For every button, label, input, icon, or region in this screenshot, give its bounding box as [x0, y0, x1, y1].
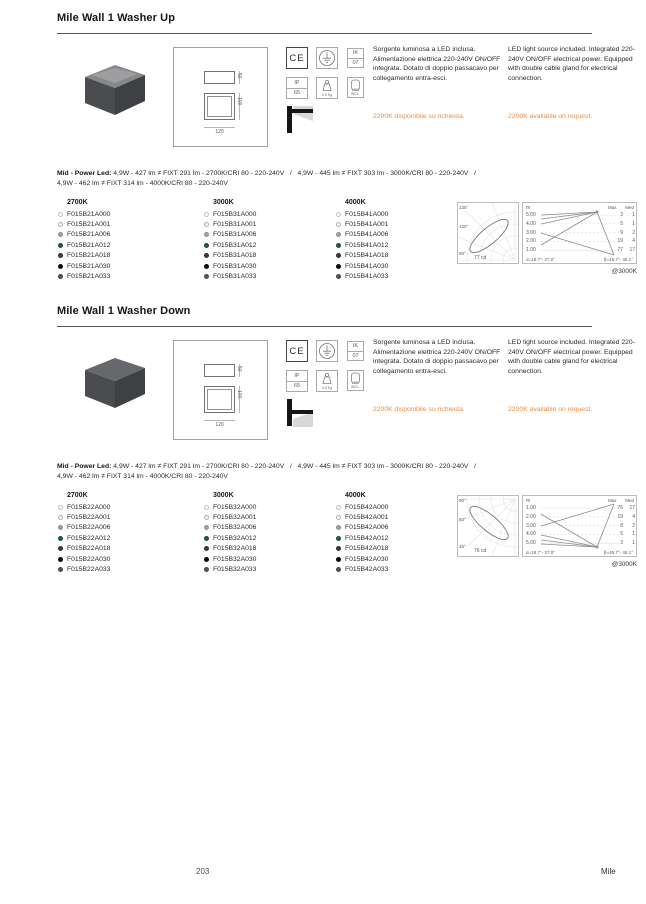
max-med-header [608, 205, 634, 210]
product-code-row [203, 523, 335, 533]
finish-dot [204, 212, 209, 217]
product-code-row [57, 544, 203, 554]
ik-value: 07 [352, 352, 359, 359]
beta-angle: β=45.7°- 45.1° [603, 550, 633, 555]
section-washer-up [0, 0, 646, 293]
product-code: F015B22A012 [67, 534, 111, 542]
product-code-row [203, 554, 335, 564]
weight-icon [316, 370, 338, 392]
polar-angle-label: 45° [459, 544, 466, 549]
drawing-side-profile [204, 364, 235, 377]
product-code: F015B32A001 [213, 514, 257, 522]
max-label: Max [608, 498, 617, 503]
product-code: F015B31A030 [213, 262, 257, 270]
photometry-row [523, 523, 636, 532]
dim-height-body: 100 [236, 97, 242, 106]
distance-m: 3.00 [526, 229, 536, 236]
product-code: F015B22A018 [67, 545, 111, 553]
lux-max: 76 [617, 505, 623, 511]
product-code-row [203, 209, 335, 219]
dim-width: 120 [215, 129, 224, 135]
distance-m: 5.00 [526, 540, 536, 547]
spec-line1: 4,9W - 427 lm ≠ FIXT 291 lm - 2700K/CRI 80 - 220-240V / 4,9W - 445 lm ≠ FIXT 303 lm - 3000K/CRI 80 - 220-240V / [113, 463, 476, 470]
product-code: F015B22A006 [67, 524, 111, 532]
led-spec [57, 462, 602, 482]
ce-mark-icon [286, 47, 308, 69]
spec-line1: 4,9W - 427 lm ≠ FIXT 291 lm - 2700K/CRI 80 - 220-240V / 4,9W - 445 lm ≠ FIXT 303 lm - 3000K/CRI 80 - 220-240V / [113, 170, 476, 177]
finish-dot [58, 212, 63, 217]
color-temp-header: 3000K [213, 492, 234, 499]
lux-med: 1 [632, 531, 635, 538]
finish-dot [336, 567, 341, 572]
product-code: F015B22A030 [67, 555, 111, 563]
meters-axis-label: m [526, 205, 531, 211]
weight-value: 0.5 Kg [321, 386, 333, 390]
drawing-front-view [204, 386, 235, 413]
finish-dot [204, 546, 209, 551]
product-code: F015B21A030 [67, 262, 111, 270]
led-included-icon [347, 370, 364, 391]
distance-m: 3.00 [526, 522, 536, 529]
weight-icon [316, 77, 338, 99]
max-label: Max [608, 205, 617, 210]
product-code-row [57, 554, 203, 564]
product-code: F015B42A001 [345, 514, 389, 522]
photometric-diagram [457, 490, 637, 572]
lux-max: 5 [620, 220, 623, 227]
product-code-row [203, 251, 335, 261]
finish-dot [58, 222, 63, 227]
product-code-row [57, 502, 203, 512]
lux-max: 77 [617, 247, 623, 254]
dimension-drawing [173, 47, 268, 147]
lux-med: 1 [632, 540, 635, 547]
lux-med: 4 [632, 238, 635, 245]
photometry-row [523, 531, 636, 540]
earth-class-icon [316, 340, 338, 362]
led-included-label: LED INCL. [350, 381, 361, 389]
lux-med: 2 [632, 522, 635, 529]
product-code: F015B31A012 [213, 241, 257, 249]
photometry-row [523, 505, 636, 514]
product-code-row [57, 564, 203, 574]
product-code-row [203, 512, 335, 522]
finish-dot [336, 557, 341, 562]
finish-dot [336, 222, 341, 227]
color-temp-header: 2700K [67, 492, 88, 499]
color-temp-header: 3000K [213, 199, 234, 206]
product-code: F015B42A018 [345, 545, 389, 553]
max-med-header [608, 498, 634, 503]
product-code: F015B32A000 [213, 503, 257, 511]
product-photo-down [80, 353, 150, 411]
distance-m: 2.00 [526, 513, 536, 520]
product-code: F015B41A012 [345, 241, 389, 249]
finish-column [203, 199, 335, 282]
finish-dot [204, 253, 209, 258]
page-number: 203 [196, 867, 210, 876]
polar-curve-panel [457, 202, 519, 264]
product-code: F015B41A001 [345, 221, 389, 229]
finish-dot [58, 253, 63, 258]
ip-label: IP [287, 78, 307, 89]
dim-height-top: 50 [236, 73, 242, 79]
product-code: F015B32A030 [213, 555, 257, 563]
finish-dot [204, 567, 209, 572]
product-code: F015B31A000 [213, 210, 257, 218]
finish-dot [58, 557, 63, 562]
finish-dot [58, 536, 63, 541]
product-code: F015B21A000 [67, 210, 111, 218]
dim-height-body: 100 [236, 390, 242, 399]
finish-dot [58, 515, 63, 520]
description-italian: Sorgente luminosa a LED inclusa. Alimentazione elettrica 220-240V ON/OFF integrata. Dotato di doppio passacavo per collegamento entra-esci. [373, 339, 501, 375]
finish-dot [336, 253, 341, 258]
lux-med: 1 [632, 220, 635, 227]
candela-value: 77 cd [474, 255, 487, 261]
product-code-row [203, 230, 335, 240]
distance-m: 5.00 [526, 212, 536, 218]
section-divider [57, 33, 592, 34]
polar-angle-label: 90° [459, 498, 466, 503]
alpha-angle: α=18.7°- 27.0° [526, 257, 556, 262]
finish-dot [204, 243, 209, 248]
lux-med: 4 [632, 513, 635, 520]
product-codes [57, 492, 481, 575]
photometry-row [523, 247, 636, 256]
lux-max: 8 [620, 522, 623, 529]
lux-med: 2 [632, 229, 635, 236]
wall-mount-down-icon [287, 399, 313, 427]
finish-dot [336, 264, 341, 269]
product-code: F015B32A012 [213, 534, 257, 542]
product-code: F015B32A006 [213, 524, 257, 532]
product-code-row [203, 533, 335, 543]
dim-height-top: 50 [236, 366, 242, 372]
product-code: F015B22A001 [67, 514, 111, 522]
product-code-row [57, 512, 203, 522]
med-label: Med [625, 498, 634, 503]
product-code-row [57, 251, 203, 261]
product-code-row [203, 240, 335, 250]
product-code: F015B42A030 [345, 555, 389, 563]
product-code: F015B21A001 [67, 221, 111, 229]
product-code-row [203, 502, 335, 512]
product-code: F015B42A006 [345, 524, 389, 532]
lux-max: 9 [620, 229, 623, 236]
product-code: F015B42A033 [345, 566, 389, 574]
product-code-row [57, 230, 203, 240]
product-code: F015B41A018 [345, 252, 389, 260]
lux-max: 3 [620, 212, 623, 218]
note-2200k-english: 2200K available on request. [508, 406, 593, 413]
cone-diagram-panel [522, 202, 637, 264]
med-label: Med [625, 205, 634, 210]
dim-width: 120 [215, 422, 224, 428]
drawing-side-profile [204, 71, 235, 84]
lux-max: 3 [620, 540, 623, 547]
lux-max: 19 [617, 513, 623, 520]
lux-max: 5 [620, 531, 623, 538]
finish-dot [336, 536, 341, 541]
note-2200k-italian: 2200K disponibile su richiesta. [373, 406, 465, 413]
product-code-row [203, 271, 335, 281]
product-code: F015B22A033 [67, 566, 111, 574]
finish-dot [58, 546, 63, 551]
note-2200k-italian: 2200K disponibile su richiesta. [373, 113, 465, 120]
product-code-row [57, 240, 203, 250]
spec-label: Mid - Power Led: [57, 170, 112, 177]
drawing-front-view [204, 93, 235, 120]
product-code: F015B21A012 [67, 241, 111, 249]
ik-label: IK [348, 49, 363, 59]
polar-angle-label: 60° [459, 517, 466, 522]
photometry-row [523, 221, 636, 230]
finish-dot [336, 525, 341, 530]
ce-mark-icon [286, 340, 308, 362]
product-code: F015B21A006 [67, 231, 111, 239]
finish-dot [204, 515, 209, 520]
product-code: F015B41A030 [345, 262, 389, 270]
description-italian: Sorgente luminosa a LED inclusa. Alimentazione elettrica 220-240V ON/OFF integrata. Dotato di doppio passacavo per collegamento entra-esci. [373, 46, 501, 82]
finish-dot [336, 212, 341, 217]
spec-line2: 4,9W - 462 lm ≠ FIXT 314 lm - 4000K/CRI 80 - 220-240V [57, 472, 228, 480]
finish-dot [204, 222, 209, 227]
finish-dot [336, 546, 341, 551]
finish-column [203, 492, 335, 575]
product-code: F015B31A018 [213, 252, 257, 260]
finish-dot [58, 264, 63, 269]
spec-line2: 4,9W - 462 lm ≠ FIXT 314 lm - 4000K/CRI 80 - 220-240V [57, 179, 228, 187]
lux-med: 17 [629, 505, 635, 511]
product-code: F015B31A033 [213, 273, 257, 281]
distance-m: 1.00 [526, 247, 536, 254]
finish-dot [204, 536, 209, 541]
product-code: F015B31A001 [213, 221, 257, 229]
weight-value: 0.5 Kg [321, 93, 333, 97]
ip-value: 65 [293, 90, 301, 97]
product-code-row [57, 533, 203, 543]
product-code: F015B41A033 [345, 273, 389, 281]
product-code: F015B32A033 [213, 566, 257, 574]
description-english: LED light source included. Integrated 220-240V ON/OFF electrical power. Equipped with double cable gland for electrical connection. [508, 339, 635, 375]
lux-med: 17 [629, 247, 635, 254]
finish-dot [204, 557, 209, 562]
color-temp-header: 4000K [345, 492, 366, 499]
ce-label: CE [289, 52, 305, 64]
ip-label: IP [287, 371, 307, 382]
wall-mount-up-icon [287, 106, 313, 134]
product-code-row [203, 261, 335, 271]
ip-rating-icon [286, 77, 308, 99]
product-codes [57, 199, 481, 282]
earth-class-icon [316, 47, 338, 69]
product-code-row [203, 564, 335, 574]
beta-angle: β=45.7°- 45.1° [603, 257, 633, 262]
product-code-row [57, 261, 203, 271]
product-code: F015B41A000 [345, 210, 389, 218]
footer-product-name: Mile [601, 867, 616, 876]
alpha-angle: α=18.7°- 27.0° [526, 550, 556, 555]
product-photo-up [80, 60, 150, 118]
finish-dot [58, 505, 63, 510]
finish-dot [58, 567, 63, 572]
ik-rating-icon [347, 341, 364, 361]
dim-line [204, 420, 235, 421]
finish-dot [336, 515, 341, 520]
cone-diagram-panel [522, 495, 637, 557]
ik-rating-icon [347, 48, 364, 68]
color-temp-header: 4000K [345, 199, 366, 206]
finish-dot [336, 505, 341, 510]
section-washer-down [0, 293, 646, 586]
finish-dot [336, 232, 341, 237]
finish-dot [58, 243, 63, 248]
section-title: Mile Wall 1 Washer Down [57, 305, 191, 317]
color-temp-header: 2700K [67, 199, 88, 206]
lux-max: 19 [617, 238, 623, 245]
finish-dot [204, 232, 209, 237]
product-code: F015B21A033 [67, 273, 111, 281]
product-code: F015B42A000 [345, 503, 389, 511]
product-code-row [57, 523, 203, 533]
finish-dot [336, 274, 341, 279]
ik-label: IK [348, 342, 363, 352]
description-english: LED light source included. Integrated 220-240V ON/OFF electrical power. Equipped with double cable gland for electrical connection. [508, 46, 635, 82]
spec-label: Mid - Power Led: [57, 463, 112, 470]
section-title: Mile Wall 1 Washer Up [57, 12, 176, 24]
ip-rating-icon [286, 370, 308, 392]
distance-m: 4.00 [526, 220, 536, 227]
polar-angle-label: 120° [459, 224, 469, 229]
finish-column [57, 492, 203, 575]
section-divider [57, 326, 592, 327]
photometry-row [523, 514, 636, 523]
cct-note: @3000K [611, 268, 637, 275]
dimension-drawing [173, 340, 268, 440]
finish-dot [58, 232, 63, 237]
photometry-row [523, 212, 636, 221]
distance-m: 1.00 [526, 505, 536, 511]
product-code-row [203, 544, 335, 554]
product-code: F015B22A000 [67, 503, 111, 511]
product-code: F015B42A012 [345, 534, 389, 542]
finish-column [57, 199, 203, 282]
product-code-row [57, 271, 203, 281]
note-2200k-english: 2200K available on request. [508, 113, 593, 120]
led-included-icon [347, 77, 364, 98]
photometric-diagram [457, 197, 637, 279]
ce-label: CE [289, 345, 305, 357]
product-code: F015B32A018 [213, 545, 257, 553]
finish-dot [204, 264, 209, 269]
finish-dot [204, 505, 209, 510]
finish-dot [336, 243, 341, 248]
distance-m: 4.00 [526, 531, 536, 538]
photometry-row [523, 230, 636, 239]
finish-dot [58, 274, 63, 279]
polar-angle-label: 90° [459, 251, 466, 256]
product-code: F015B41A006 [345, 231, 389, 239]
lux-med: 1 [632, 212, 635, 218]
photometry-row [523, 540, 636, 549]
product-code-row [57, 219, 203, 229]
ik-value: 07 [352, 59, 359, 66]
product-code: F015B21A018 [67, 252, 111, 260]
polar-curve-panel [457, 495, 519, 557]
candela-value: 76 cd [474, 548, 487, 554]
led-included-label: LED INCL. [350, 88, 361, 96]
finish-dot [204, 525, 209, 530]
finish-dot [204, 274, 209, 279]
meters-axis-label: m [526, 498, 531, 504]
product-code: F015B31A006 [213, 231, 257, 239]
dim-line [204, 127, 235, 128]
polar-angle-label: 135° [459, 205, 469, 210]
finish-dot [58, 525, 63, 530]
distance-m: 2.00 [526, 238, 536, 245]
cct-note: @3000K [611, 561, 637, 568]
ip-value: 65 [293, 383, 301, 390]
product-code-row [57, 209, 203, 219]
led-spec [57, 169, 602, 189]
photometry-row [523, 238, 636, 247]
product-code-row [203, 219, 335, 229]
